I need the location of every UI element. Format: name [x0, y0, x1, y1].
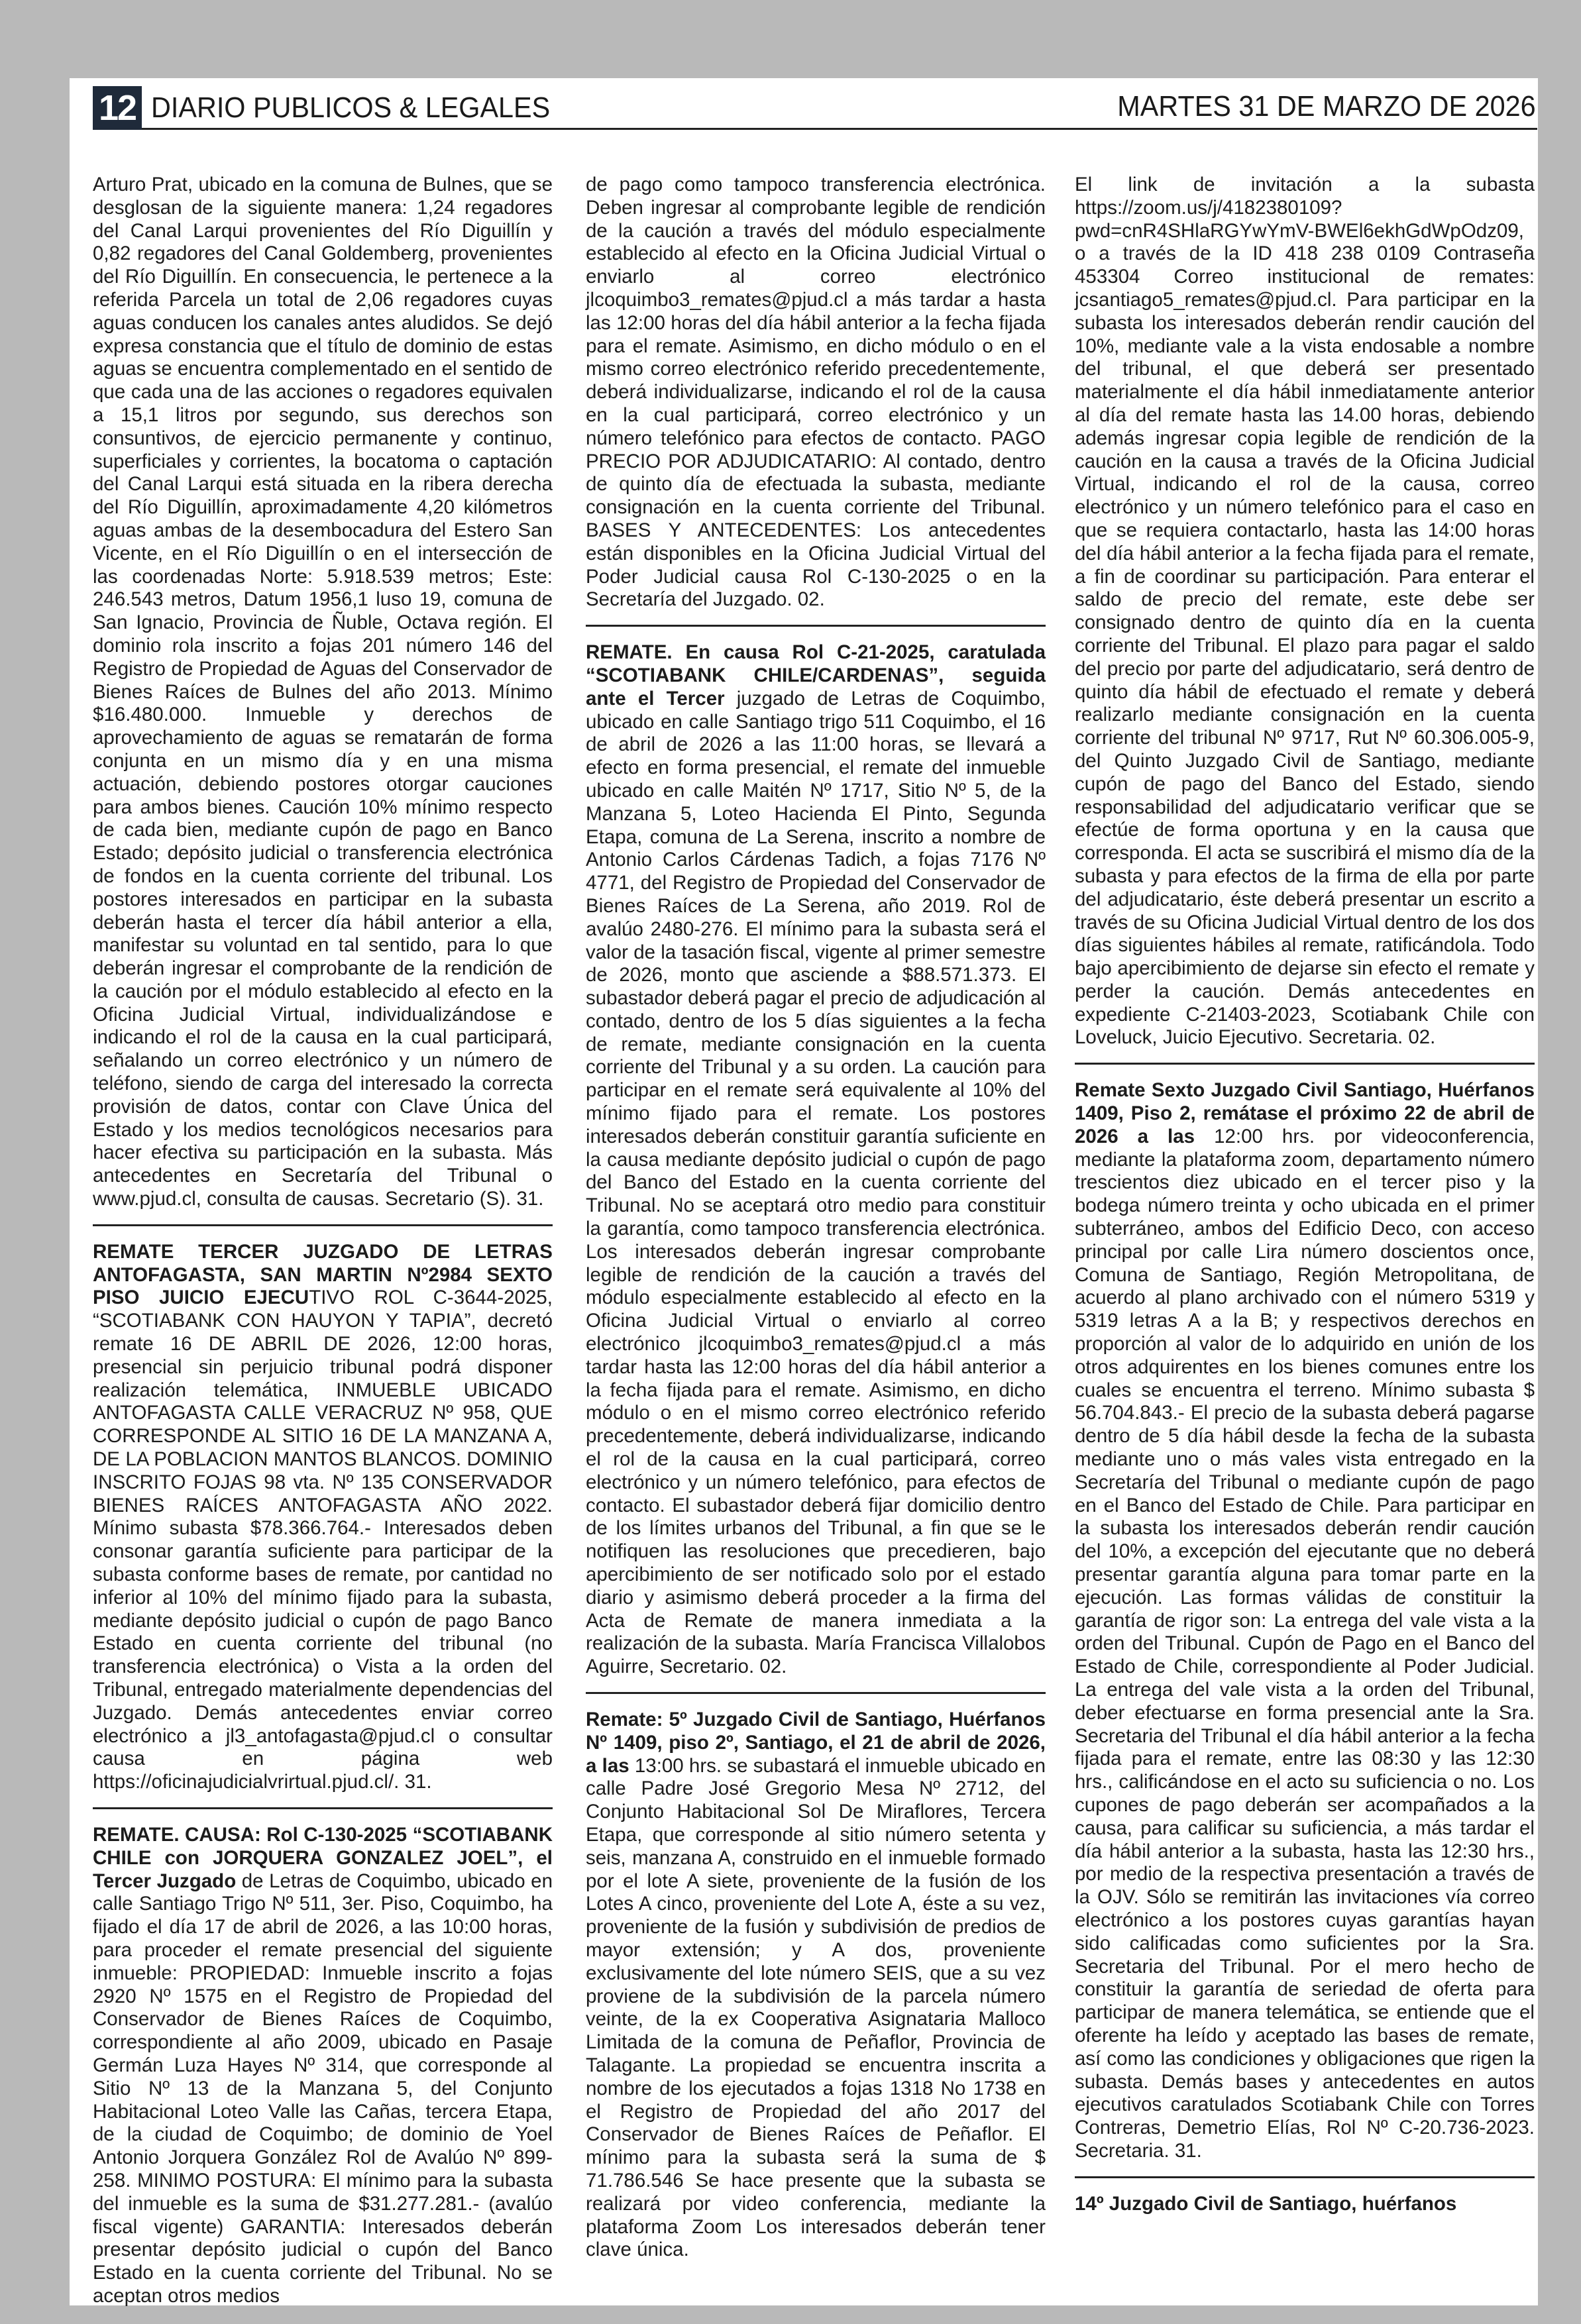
notice-heading: REMATE TERCER JUZGADO DE LETRAS ANTOFAGASTA, SAN MARTIN Nº2984 SEXTO PISO JUICIO EJECU [93, 1240, 553, 1309]
notice-heading: Remate: 5º Juzgado Civil de Santiago, Huérfanos Nº 1409, piso 2º, Santiago, el 21 de abril de 2026, a las [586, 1709, 1046, 1777]
notice-body: TIVO ROL C-3644-2025, “SCOTIABANK CON HAUYON Y TAPIA”, decretó remate 16 DE ABRIL DE 2026, 12:00 horas, presencial sin perjuicio tribunal podrá disponer realización telemática, INMUEBLE UBICADO ANTOFAGASTA CALLE VERACRUZ Nº 958, QUE CORRESPONDE AL SITIO 16 DE LA MANZANA A, DE LA POBLACION MANTOS BLANCOS. DOMINIO INSCRITO FOJAS 98 vta. Nº 135 CONSERVADOR BIENES RAÍCES ANTOFAGASTA AÑO 2022. Mínimo subasta $78.366.764.- Interesados deben consonar garantía suficiente para participar de la subasta conforme bases de remate, por cantidad no inferior al 10% del mínimo fijado para la subasta, mediante depósito judicial o cupón de pago Banco Estado en cuenta corriente del tribunal (no transferencia electrónica) o Vista a la orden del Tribunal, entregado materialmente dependencias del Juzgado. Demás antecedentes enviar correo electrónico a jl3_antofagasta@pjud.cl o consultar causa en página web https://oficinajudicialvrirtual.pjud.cl/. 31. [93, 1287, 553, 1793]
notice-body: El link de invitación a la subasta https://zoom.us/j/4182380109?pwd=cnR4SHlaRGYwYmV-BWEl6ekhGdWpOdz09, o a través de la ID 418 238 0109 Contraseña 453304 Correo institucional de remates: jcsantiago5_remates@pjud.cl. Para participar en la subasta los interesados deberán rendir caución del 10%, mediante vale a la vista endosable a nombre del tribunal, el que deberá ser presentado materialmente el día hábil inmediatamente anterior al día del remate hasta las 14.00 horas, debiendo además ingresar copia legible de rendición de la caución en la causa a través de la Oficina Judicial Virtual, indicando el rol de la causa, correo electrónico y un número telefónico para el caso en que se requiera contactarlo, hasta las 14:00 horas del día hábil anterior a la fecha fijada para el remate, a fin de coordinar su participación. Para enterar el saldo de precio del remate, este debe ser consignado dentro de quinto día en la cuenta corriente del Tribunal. El plazo para pagar el saldo del precio por parte del adjudicatario, será dentro de quinto día hábil de efectuado el remate y deberá realizarlo mediante consignación en la cuenta corriente del tribunal Nº 9717, Rut Nº 60.306.005-9, del Quinto Juzgado Civil de Santiago, mediante cupón de pago del Banco del Estado, siendo responsabilidad del adjudicatario verificar que se efectúe de forma oportuna y en la causa que corresponda. El acta se suscribirá el mismo día de la subasta y para efectos de la firma de ella por parte del adjudicatario, éste deberá presentar un escrito a través de su Oficina Judicial Virtual dentro de los dos días siguientes hábiles al remate, ratificándola. Todo bajo apercibimiento de dejarse sin efecto el remate y perder la caución. Demás antecedentes en expediente C-21403-2023, Scotiabank Chile con Loveluck, Juicio Ejecutivo. Secretaria. 02. [1075, 174, 1535, 1049]
column-1 [93, 174, 553, 2307]
notice-santiago-14 [1075, 2193, 1535, 2216]
notice-continuation [586, 174, 1046, 611]
notice-body: de pago como tampoco transferencia electrónica. Deben ingresar al comprobante legible de rendición de la caución a través del módulo especialmente establecido al efecto en la Oficina Judicial Virtual o enviarlo al correo electrónico jlcoquimbo3_remates@pjud.cl a más tardar a hasta las 12:00 horas del día hábil anterior a la fecha fijada para el remate. Asimismo, en dicho módulo o en el mismo correo electrónico referido precedentemente, deberá individualizarse, indicando el rol de la causa en la cual participará, correo electrónico y un número telefónico para efectos de contacto. PAGO PRECIO POR ADJUDICATARIO: Al contado, dentro de quinto día de efectuada la subasta, mediante consignación en la cuenta corriente del Tribunal. BASES Y ANTECEDENTES: Los antecedentes están disponibles en la Oficina Judicial Virtual del Poder Judicial causa Rol C-130-2025 o en la Secretaría del Juzgado. 02. [586, 174, 1046, 611]
page-number: 12 [93, 86, 142, 130]
publication-title: DIARIO PUBLICOS & LEGALES [151, 91, 551, 124]
notice-heading: Remate Sexto Juzgado Civil Santiago, Huérfanos 1409, Piso 2, remátase el próximo 22 de abril de 2026 a las [1075, 1079, 1535, 1147]
notice-divider [93, 1807, 553, 1809]
header-rule [142, 128, 1537, 130]
notice-heading: REMATE. En causa Rol C-21-2025, caratulada “SCOTIABANK CHILE/CARDENAS”, seguida ante el Tercer [586, 641, 1046, 710]
notice-body: de Letras de Coquimbo, ubicado en calle Santiago Trigo Nº 511, 3er. Piso, Coquimbo, ha fijado el día 17 de abril de 2026, a las 10:00 horas, para proceder el remate presencial del siguiente inmueble: PROPIEDAD: Inmueble inscrito a fojas 2920 Nº 1575 en el Registro de Propiedad del Conservador de Bienes Raíces de Coquimbo, correspondiente al año 2009, ubicado en Pasaje Germán Luza Hayes Nº 314, que corresponde al Sitio Nº 13 de la Manzana 5, del Conjunto Habitacional Loteo Valle las Cañas, tercera Etapa, de la ciudad de Coquimbo; de dominio de Yoel Antonio Jorquera González Rol de Avalúo Nº 899-258. MINIMO POSTURA: El mínimo para la subasta del inmueble es la suma de $31.277.281.- (avalúo fiscal vigente) GARANTIA: Interesados deberán presentar depósito judicial o cupón del Banco Estado en la cuenta corriente del Tribunal. No se aceptan otros medios [93, 1870, 553, 2307]
notice-antofagasta [93, 1241, 553, 1794]
notice-santiago-5 [586, 1709, 1046, 2262]
notice-divider [586, 1692, 1046, 1694]
issue-date: MARTES 31 DE MARZO DE 2026 [1117, 90, 1536, 123]
notice-coquimbo-jorquera [93, 1824, 553, 2308]
notice-continuation [1075, 174, 1535, 1049]
notice-coquimbo-cardenas [586, 641, 1046, 1679]
notice-santiago-6 [1075, 1079, 1535, 2162]
notice-divider [1075, 1063, 1535, 1065]
notice-body: 13:00 hrs. se subastará el inmueble ubicado en calle Padre José Gregorio Mesa Nº 2712, del Conjunto Habitacional Sol De Miraflores, Tercera Etapa, que corresponde al sitio número setenta y seis, manzana A, construido en el inmueble formado por el lote A siete, proveniente de la fusión de los Lotes A cinco, proveniente del Lote A, éste a su vez, proveniente de la fusión y subdivisión de predios de mayor extensión; y A dos, proveniente exclusivamente del lote número SEIS, que a su vez proviene de la subdivisión de la parcela número veinte, de la ex Cooperativa Asignataria Malloco Limitada de la comuna de Peñaflor, Provincia de Talagante. La propiedad se encuentra inscrita a nombre de los ejecutados a fojas 1318 No 1738 en el Registro de Propiedad del año 2017 del Conservador de Bienes Raíces de Peñaflor. El mínimo para la subasta será la suma de $ 71.786.546 Se hace presente que la subasta se realizará por video conferencia, mediante la plataforma Zoom Los interesados deberán tener clave única. [586, 1754, 1046, 2261]
notice-body: juzgado de Letras de Coquimbo, ubicado en calle Santiago trigo 511 Coquimbo, el 16 de abril de 2026 a las 11:00 horas, se llevará a efecto en forma presencial, el remate del inmueble ubicado en calle Maitén Nº 1717, Sitio Nº 5, de la Manzana 5, Loteo Hacienda El Pinto, Segunda Etapa, comuna de La Serena, inscrito a nombre de Antonio Carlos Cárdenas Tadich, a fojas 7176 Nº 4771, del Registro de Propiedad del Conservador de Bienes Raíces de La Serena, año 2019. Rol de avalúo 2480-276. El mínimo para la subasta será el valor de la tasación fiscal, vigente al primer semestre de 2026, monto que asciende a $88.571.373. El subastador deberá pagar el precio de adjudicación al contado, dentro de los 5 días siguientes a la fecha de remate, mediante consignación en la cuenta corriente del Tribunal y a su orden. La caución para participar en el remate será equivalente al 10% del mínimo fijado para el remate. Los postores interesados deberán constituir garantía suficiente en la causa mediante depósito judicial o cupón de pago del Banco del Estado en la cuenta corriente del Tribunal. No se aceptará otro medio para constituir la garantía, como tampoco transferencia electrónica. Los interesados deberán ingresar comprobante legible de rendición de la caución a través del módulo especialmente establecido al efecto en la Oficina Judicial Virtual o enviarlo al correo electrónico jlcoquimbo3_remates@pjud.cl a más tardar hasta las 12:00 horas del día hábil anterior a la fecha fijada para el remate. Asimismo, en dicho módulo o en el mismo correo electrónico referido precedentemente, deberá individualizarse, indicando el rol de la causa en la cual participará, correo electrónico y un número telefónico, para efectos de contacto. El subastador deberá fijar domicilio dentro de los límites urbanos del Tribunal, a fin que se le notifiquen las resoluciones que precedieren, bajo apercibimiento de ser notificado solo por el estado diario y asimismo deberá proceder a la firma del Acta de Remate de manera inmediata a la realización de la subasta. María Francisca Villalobos Aguirre, Secretario. 02. [586, 687, 1046, 1678]
notice-divider [93, 1224, 553, 1226]
notice-heading: 14º Juzgado Civil de Santiago, huérfanos [1075, 2192, 1457, 2215]
notice-heading: REMATE. CAUSA: Rol C-130-2025 “SCOTIABANK CHILE con JORQUERA GONZALEZ JOEL”, el Tercer Juzgado [93, 1823, 553, 1892]
page-header [93, 86, 1537, 130]
column-3 [1075, 174, 1535, 2287]
notice-divider [586, 625, 1046, 627]
notice-continuation [93, 174, 553, 1211]
notice-body: Arturo Prat, ubicado en la comuna de Bulnes, que se desglosan de la siguiente manera: 1,24 regadores del Canal Larqui provenientes del Río Diguillín y 0,82 regadores del Canal Goldemberg, provenientes del Río Diguillín. En consecuencia, le pertenece a la referida Parcela un total de 2,06 regadores cuyas aguas conducen los canales antes aludidos. Se dejó expresa constancia que el título de dominio de estas aguas se encuentra complementado en el sentido de que cada una de las acciones o regadores equivalen a 15,1 litros por segundo, sus derechos son consuntivos, de ejercicio permanente y continuo, superficiales y corrientes, la bocatoma o captación del Canal Larqui está situada en la ribera derecha del Río Diguillín, aproximadamente 4,20 kilómetros aguas ambas de la desembocadura del Estero San Vicente, en el Río Diguillín o en el intersección de las coordenadas Norte: 5.918.539 metros; Este: 246.543 metros, Datum 1956,1 luso 19, comuna de San Ignacio, Provincia de Ñuble, Octava región. El dominio rola inscrito a fojas 201 número 146 del Registro de Propiedad de Aguas del Conservador de Bienes Raíces de Bulnes del año 2013. Mínimo $16.480.000. Inmueble y derechos de aprovechamiento de aguas se rematarán de forma conjunta en un mismo día y en una misma actuación, debiendo postores otorgar cauciones para ambos bienes. Caución 10% mínimo respecto de cada bien, mediante cupón de pago en Banco Estado; depósito judicial o transferencia electrónica de fondos en la cuenta corriente del tribunal. Los postores interesados en participar en la subasta deberán hasta el tercer día hábil anterior a ella, manifestar su voluntad en tal sentido, para lo que deberán ingresar el comprobante de la rendición de la caución por el módulo establecido al efecto en la Oficina Judicial Virtual, individualizándose e indicando el rol de la causa en la cual participará, señalando un correo electrónico y un número de teléfono, siendo de carga del interesado la correcta provisión de datos, contar con Clave Única del Estado y los medios tecnológicos necesarios para hacer efectiva su participación en la subasta. Más antecedentes en Secretaría del Tribunal o www.pjud.cl, consulta de causas. Secretario (S). 31. [93, 174, 553, 1210]
notice-body: 12:00 hrs. por videoconferencia, mediante la plataforma zoom, departamento número trescientos diez ubicado en el tercer piso y la bodega número treinta y ocho ubicada en el primer subterráneo, ambos del Edificio Deco, con acceso principal por calle Lira número doscientos once, Comuna de Santiago, Región Metropolitana, de acuerdo al plano archivado con el número 5319 y 5319 letras A a la B; y respectivos derechos en proporción al valor de lo adquirido en unión de los otros adquirentes en los bienes comunes entre los cuales se encuentra el terreno. Mínimo subasta $ 56.704.843.- El precio de la subasta deberá pagarse dentro de 5 día hábil desde la fecha de la subasta mediante uno o más vales vista entregado en la Secretaría del Tribunal o mediante cupón de pago en el Banco del Estado de Chile. Para participar en la subasta los interesados deberán rendir caución del 10%, a excepción del ejecutante que no deberá presentar garantía alguna para tomar parte en la ejecución. Las formas válidas de constituir la garantía de rigor son: La entrega del vale vista a la orden del Tribunal. Cupón de Pago en el Banco del Estado de Chile, correspondiente al Poder Judicial. La entrega del vale vista a la orden del Tribunal, deber efectuarse en forma presencial ante la Sra. Secretaria del Tribunal el día hábil anterior a la fecha fijada para el remate, entre las 08:30 y las 12:30 hrs., calificándose en el acto su suficiencia o no. Los cupones de pago deberán ser acompañados a la causa, para calificar su suficiencia, a más tardar el día hábil anterior a la subasta, hasta las 12:30 hrs., por medio de la respectiva presentación a través de la OJV. Sólo se remitirán las invitaciones vía correo electrónico a los postores cuyas garantías hayan sido calificadas como suficientes por la Sra. Secretaria del Tribunal. Por el mero hecho de constituir la garantía de seriedad de oferta para participar de manera telemática, se entiende que el oferente ha leído y aceptado las bases de remate, así como las condiciones y obligaciones que rigen la subasta. Demás bases y antecedentes en autos ejecutivos caratulados Scotiabank Chile con Torres Contreras, Demetrio Elías, Rol Nº C-20.736-2023. Secretaria. 31. [1075, 1125, 1535, 2162]
notice-divider [1075, 2176, 1535, 2178]
column-2 [586, 174, 1046, 2287]
